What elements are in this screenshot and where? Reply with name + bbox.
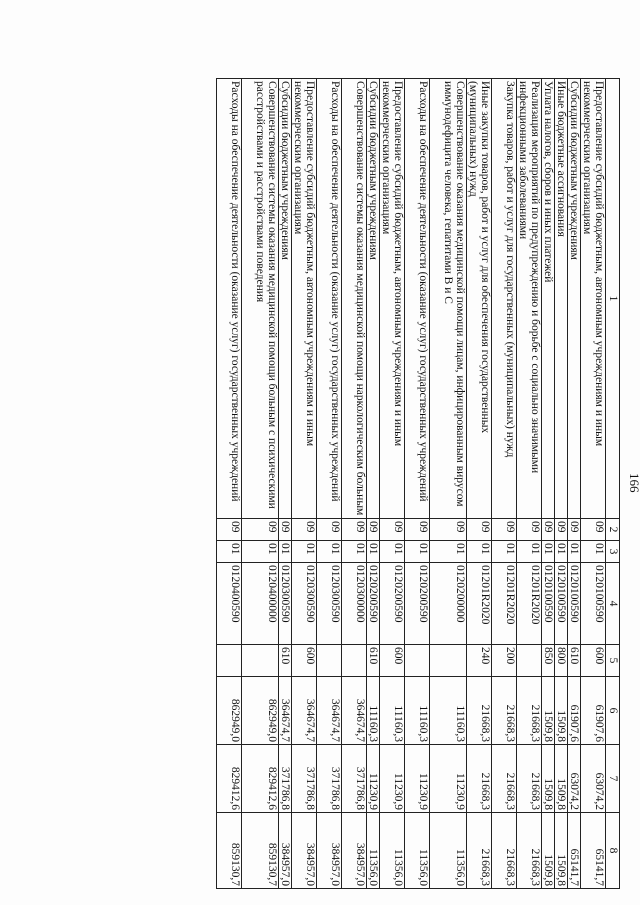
- table-cell: 01: [342, 541, 367, 563]
- table-cell: 0120300000: [342, 563, 367, 645]
- table-cell: 21668,3: [517, 745, 542, 813]
- table-cell: 1509,8: [555, 745, 568, 813]
- table-cell: [317, 645, 342, 677]
- table-cell: 11356,0: [367, 813, 380, 889]
- table-cell: 1509,8: [542, 745, 555, 813]
- table-cell: 61907,6: [581, 677, 606, 745]
- row-label: Закупка товаров, работ и услуг для государственных (муниципальных) нужд: [492, 79, 517, 519]
- table-cell: 364674,7: [279, 677, 292, 745]
- table-cell: [242, 645, 279, 677]
- table-cell: 11230,9: [430, 745, 467, 813]
- table-cell: 11356,0: [405, 813, 430, 889]
- table-cell: 01201R2020: [467, 563, 492, 645]
- table-cell: 09: [279, 519, 292, 541]
- table-cell: 09: [405, 519, 430, 541]
- table-cell: [405, 645, 430, 677]
- table-cell: 01201R2020: [492, 563, 517, 645]
- table-cell: 1509,8: [542, 677, 555, 745]
- table-row: [568, 79, 581, 889]
- table-cell: 0120100590: [581, 563, 606, 645]
- table-row: [430, 79, 467, 889]
- row-label: Совершенствование системы оказания медицинской помощи больным с психическими расстройствами и расстройствами поведения: [242, 79, 279, 519]
- table-cell: 11356,0: [430, 813, 467, 889]
- table-row: [467, 79, 492, 889]
- table-cell: 0120200000: [430, 563, 467, 645]
- table-cell: 65141,7: [568, 813, 581, 889]
- row-label: Совершенствование системы оказания медицинской помощи наркологическим больным: [342, 79, 367, 519]
- table-cell: 610: [568, 645, 581, 677]
- table-cell: 09: [367, 519, 380, 541]
- table-cell: 63074,2: [568, 745, 581, 813]
- table-cell: 61907,6: [568, 677, 581, 745]
- table-cell: 01: [542, 541, 555, 563]
- table-cell: 09: [380, 519, 405, 541]
- table-cell: 11160,3: [380, 677, 405, 745]
- table-cell: 21668,3: [492, 677, 517, 745]
- row-label: Совершенствование оказания медицинской помощи лицам, инфицированным вирусом иммунодефицита человека, гепатитами B и C: [430, 79, 467, 519]
- table-row: [317, 79, 342, 889]
- row-label: Субсидии бюджетным учреждениям: [279, 79, 292, 519]
- table-row: [367, 79, 380, 889]
- table-cell: 09: [217, 519, 242, 541]
- table-cell: 09: [467, 519, 492, 541]
- table-cell: 600: [380, 645, 405, 677]
- table-cell: 0120300590: [292, 563, 317, 645]
- table-row: [292, 79, 317, 889]
- table-row: [342, 79, 367, 889]
- table-cell: 01: [430, 541, 467, 563]
- table-cell: 21668,3: [517, 813, 542, 889]
- row-label: Уплата налогов, сборов и иных платежей: [542, 79, 555, 519]
- table-cell: 859130,7: [217, 813, 242, 889]
- table-cell: 01: [292, 541, 317, 563]
- table-cell: 364674,7: [342, 677, 367, 745]
- table-cell: 0120100590: [542, 563, 555, 645]
- table-cell: 01: [367, 541, 380, 563]
- table-cell: 01: [581, 541, 606, 563]
- table-cell: [517, 645, 542, 677]
- table-cell: 0120300590: [279, 563, 292, 645]
- table-cell: 09: [542, 519, 555, 541]
- table-row: [542, 79, 555, 889]
- row-label: Расходы на обеспечение деятельности (оказание услуг) государственных учреждений: [317, 79, 342, 519]
- table-cell: 09: [492, 519, 517, 541]
- table-cell: 0120100590: [568, 563, 581, 645]
- table-cell: 21668,3: [517, 677, 542, 745]
- table-cell: 384957,0: [292, 813, 317, 889]
- table-cell: 01: [380, 541, 405, 563]
- table-cell: 829412,6: [242, 745, 279, 813]
- table-cell: 01201R2020: [517, 563, 542, 645]
- row-label: Иные бюджетные ассигнования: [555, 79, 568, 519]
- table-cell: 65141,7: [581, 813, 606, 889]
- rotated-table-block: [75, 78, 642, 888]
- table-cell: 0120400000: [242, 563, 279, 645]
- table-cell: 11160,3: [430, 677, 467, 745]
- table-cell: 09: [292, 519, 317, 541]
- table-cell: 01: [568, 541, 581, 563]
- row-label: Расходы на обеспечение деятельности (оказание услуг) государственных учреждений: [217, 79, 242, 519]
- table-row: [217, 79, 242, 889]
- table-cell: 610: [367, 645, 380, 677]
- table-cell: 0120300590: [317, 563, 342, 645]
- table-cell: 09: [242, 519, 279, 541]
- table-cell: 21668,3: [492, 745, 517, 813]
- row-label: Реализация мероприятий по предупреждению и борьбе с социально значимыми инфекционными заболеваниями: [517, 79, 542, 519]
- table-row: [555, 79, 568, 889]
- table-row: [581, 79, 606, 889]
- table-cell: 01: [317, 541, 342, 563]
- header-row: [606, 79, 620, 889]
- table-cell: 01: [555, 541, 568, 563]
- table-cell: 01: [217, 541, 242, 563]
- table-cell: 09: [342, 519, 367, 541]
- table-cell: 371786,8: [342, 745, 367, 813]
- table-cell: 01: [517, 541, 542, 563]
- table-cell: 09: [517, 519, 542, 541]
- table-cell: 800: [555, 645, 568, 677]
- table-cell: 371786,8: [317, 745, 342, 813]
- table-row: [405, 79, 430, 889]
- row-label: Субсидии бюджетным учреждениям: [568, 79, 581, 519]
- table-cell: 240: [467, 645, 492, 677]
- table-cell: 09: [581, 519, 606, 541]
- header-cell: 5: [606, 645, 620, 677]
- table-cell: 11230,9: [405, 745, 430, 813]
- table-cell: 0120100590: [555, 563, 568, 645]
- table-cell: 384957,0: [279, 813, 292, 889]
- row-label: Субсидии бюджетным учреждениям: [367, 79, 380, 519]
- table-cell: 63074,2: [581, 745, 606, 813]
- table-cell: 600: [581, 645, 606, 677]
- page-number: 166: [627, 473, 642, 493]
- table-cell: 384957,0: [342, 813, 367, 889]
- table-cell: 371786,8: [279, 745, 292, 813]
- table-row: [279, 79, 292, 889]
- table-cell: 09: [568, 519, 581, 541]
- table-cell: 610: [279, 645, 292, 677]
- row-label: Предоставление субсидий бюджетным, автономным учреждениям и иным некоммерческим организациям: [581, 79, 606, 519]
- table-cell: 01: [492, 541, 517, 563]
- table-cell: 850: [542, 645, 555, 677]
- header-cell: 2: [606, 519, 620, 541]
- table-cell: 11160,3: [405, 677, 430, 745]
- table-cell: 862949,0: [242, 677, 279, 745]
- table-cell: [430, 645, 467, 677]
- table-cell: 01: [242, 541, 279, 563]
- table-cell: 1509,8: [542, 813, 555, 889]
- table-cell: [217, 645, 242, 677]
- table-cell: 09: [555, 519, 568, 541]
- table-cell: 1509,8: [555, 677, 568, 745]
- row-label: Предоставление субсидий бюджетным, автономным учреждениям и иным некоммерческим организациям: [292, 79, 317, 519]
- table-cell: 600: [292, 645, 317, 677]
- table-cell: 01: [279, 541, 292, 563]
- table-cell: 09: [430, 519, 467, 541]
- table-cell: 371786,8: [292, 745, 317, 813]
- table-cell: 862949,0: [217, 677, 242, 745]
- table-cell: 21668,3: [467, 813, 492, 889]
- table-cell: 0120400590: [217, 563, 242, 645]
- header-cell: 8: [606, 813, 620, 889]
- table-cell: 09: [317, 519, 342, 541]
- table-cell: 1509,8: [555, 813, 568, 889]
- table-cell: 0120200590: [405, 563, 430, 645]
- row-label: Расходы на обеспечение деятельности (оказание услуг) государственных учреждений: [405, 79, 430, 519]
- table-row: [242, 79, 279, 889]
- table-cell: 384957,0: [317, 813, 342, 889]
- table-cell: 364674,7: [292, 677, 317, 745]
- table-cell: 859130,7: [242, 813, 279, 889]
- table-row: [517, 79, 542, 889]
- table-cell: 21668,3: [492, 813, 517, 889]
- table-cell: 364674,7: [317, 677, 342, 745]
- table-cell: 21668,3: [467, 745, 492, 813]
- header-cell: 3: [606, 541, 620, 563]
- header-cell: 6: [606, 677, 620, 745]
- row-label: Иные закупки товаров, работ и услуг для обеспечения государственных (муниципальных) нужд: [467, 79, 492, 519]
- header-cell: 7: [606, 745, 620, 813]
- table-cell: 0120200590: [367, 563, 380, 645]
- table-cell: 01: [467, 541, 492, 563]
- table-cell: [342, 645, 367, 677]
- header-cell: 4: [606, 563, 620, 645]
- table-row: [492, 79, 517, 889]
- header-cell: 1: [606, 79, 620, 519]
- table-cell: 829412,6: [217, 745, 242, 813]
- table-cell: 200: [492, 645, 517, 677]
- row-label: Предоставление субсидий бюджетным, автономным учреждениям и иным некоммерческим организациям: [380, 79, 405, 519]
- table-cell: 11230,9: [380, 745, 405, 813]
- table-cell: 11160,3: [367, 677, 380, 745]
- table-cell: 0120200590: [380, 563, 405, 645]
- table-cell: 01: [405, 541, 430, 563]
- table-row: [380, 79, 405, 889]
- budget-table: [216, 78, 620, 889]
- table-cell: 21668,3: [467, 677, 492, 745]
- table-cell: 11356,0: [380, 813, 405, 889]
- table-cell: 11230,9: [367, 745, 380, 813]
